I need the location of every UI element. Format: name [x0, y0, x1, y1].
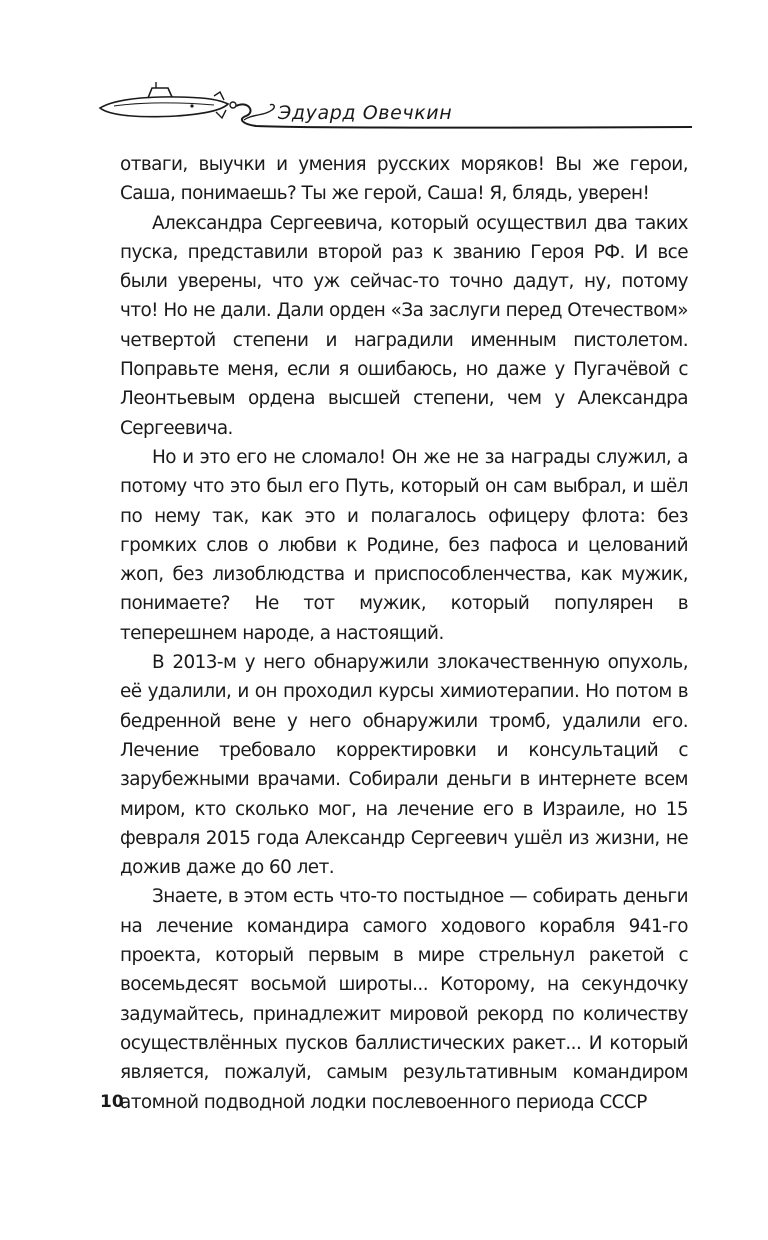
running-header	[96, 86, 692, 132]
paragraph: В 2013-м у него обнаружили злокачественную опухоль, её удалили, и он проходил курсы химиотерапии. Но потом в бедренной вене у него обнаружили тромб, удалили его. Лечение требовало корректировки и консультаций с зарубежными врачами. Собирали деньги в интернете всем миром, кто сколько мог, на лечение его в Израиле, но 15 февраля 2015 года Александр Сергеевич ушёл из жизни, не дожив даже до 60 лет.	[120, 652, 688, 879]
paragraph: Но и это его не сломало! Он же не за награды служил, а потому что это был его Путь, который он сам выбрал, и шёл по нему так, как это и полагалось офицеру флота: без громких слов о любви к Родине, без пафоса и целований жоп, без лизоблюдства и приспособленчества, как мужик, понимаете? Не тот мужик, который популярен в теперешнем народе, а настоящий.	[120, 446, 688, 644]
paragraph: Знаете, в этом есть что-то постыдное — собирать деньги на лечение командира самого ходового корабля 941-го проекта, который первым в мире стрельнул ракетой с восемьдесят восьмой широты... Которому, на секундочку задумайтесь, принадлежит мировой рекорд по количеству осуществлённых пусков баллистических ракет... И который является, пожалуй, самым результативным командиром атомной подводной лодки послевоенного периода СССР	[120, 886, 688, 1113]
page-number: 10	[100, 1092, 124, 1112]
paragraph: Александра Сергеевича, который осуществил два таких пуска, представили второй раз к званию Героя РФ. И все были уверены, что уж сейчас-то точно дадут, ну, потому что! Но не дали. Дали орден «За заслуги перед Отечеством» четвертой степени и наградили именным пистолетом. Поправьте меня, если я ошибаюсь, но даже у Пугачёвой с Леонтьевым ордена высшей степени, чем у Александра Сергеевича.	[120, 212, 688, 439]
page-body	[120, 150, 688, 1117]
paragraph: отваги, выучки и умения русских моряков! Вы же герои, Саша, понимаешь? Ты же герой, Саша! Я, блядь, уверен!	[120, 154, 688, 205]
author-name: Эдуард Овечкин	[278, 102, 453, 124]
